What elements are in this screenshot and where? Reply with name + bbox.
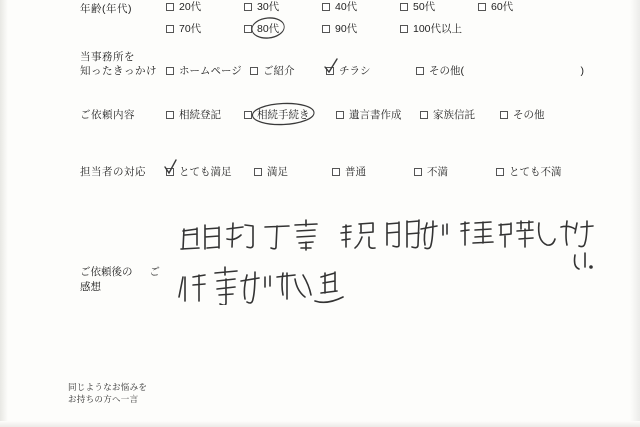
checkbox-icon[interactable] xyxy=(332,168,340,176)
option-label: 70代 xyxy=(179,23,202,35)
option-label: ホームページ xyxy=(179,65,242,77)
option-label-circled xyxy=(257,22,279,36)
option-other-tail: ) xyxy=(580,65,584,77)
option-satisfaction-very-dissatisfied[interactable] xyxy=(496,165,584,179)
option-label: 相続手続き xyxy=(257,109,310,121)
options-source xyxy=(166,50,596,78)
option-label: 50代 xyxy=(413,1,436,13)
option-label: とても不満 xyxy=(509,166,562,178)
checkbox-icon[interactable] xyxy=(250,67,258,75)
row-label-source xyxy=(80,50,166,78)
option-label: 20代 xyxy=(179,1,202,13)
option-request-procedure[interactable] xyxy=(244,108,336,122)
checkbox-icon[interactable] xyxy=(416,67,424,75)
option-label: 100代以上 xyxy=(413,23,463,35)
option-request-will[interactable] xyxy=(336,108,420,122)
option-label: 遺言書作成 xyxy=(349,109,402,121)
option-label: 80代 xyxy=(257,23,280,35)
handwritten-comment xyxy=(175,215,595,305)
checkbox-icon[interactable] xyxy=(166,25,174,33)
form-row-request xyxy=(80,105,620,122)
checkbox-icon[interactable] xyxy=(254,168,262,176)
options-request xyxy=(166,105,570,122)
option-age-40[interactable] xyxy=(322,0,400,14)
option-label: その他 xyxy=(513,109,545,121)
checkbox-icon[interactable] xyxy=(400,3,408,11)
scan-edge-bottom xyxy=(0,421,640,427)
scan-edge-left xyxy=(0,0,8,427)
option-age-20[interactable] xyxy=(166,0,244,14)
row-label-age-line1: 年齢(年代) xyxy=(80,3,132,15)
option-label: 相続登記 xyxy=(179,109,221,121)
option-age-50[interactable] xyxy=(400,0,478,14)
row-label-satisfaction-line1: 担当者の対応 xyxy=(80,166,146,178)
option-request-family-trust[interactable] xyxy=(420,108,500,122)
checkbox-icon[interactable] xyxy=(336,111,344,119)
checkbox-icon[interactable] xyxy=(414,168,422,176)
form-row-satisfaction xyxy=(80,162,620,179)
option-age-60[interactable] xyxy=(478,0,558,14)
footer-note-line2: お持ちの方へ一言 xyxy=(68,394,139,404)
option-label: 40代 xyxy=(335,1,358,13)
row-label-comment-line1: ご依頼後の xyxy=(80,266,133,278)
option-label: 60代 xyxy=(491,1,514,13)
footer-note xyxy=(68,381,147,405)
option-satisfaction-neutral[interactable] xyxy=(332,165,414,179)
checkbox-icon[interactable] xyxy=(244,25,252,33)
option-request-other[interactable] xyxy=(500,108,570,122)
row-label-request xyxy=(80,105,166,122)
checkbox-icon[interactable] xyxy=(166,111,174,119)
option-label: その他( xyxy=(429,65,464,77)
option-age-80[interactable] xyxy=(244,22,322,36)
option-label: 普通 xyxy=(345,166,366,178)
option-label: チラシ xyxy=(339,65,371,77)
row-label-comment-line2: ご感想 xyxy=(80,266,160,293)
checkbox-icon[interactable] xyxy=(244,3,252,11)
option-source-referral[interactable] xyxy=(250,64,326,78)
options-satisfaction xyxy=(166,162,584,179)
scan-edge-right xyxy=(630,0,640,427)
option-label-circled xyxy=(257,108,310,122)
option-satisfaction-very-satisfied[interactable] xyxy=(166,165,254,179)
option-label: 満足 xyxy=(267,166,288,178)
checkbox-icon[interactable] xyxy=(166,67,174,75)
checkbox-icon[interactable] xyxy=(478,3,486,11)
checkbox-icon[interactable] xyxy=(166,3,174,11)
footer-note-line1: 同じようなお悩みを xyxy=(68,382,148,392)
row-label-request-line1: ご依頼内容 xyxy=(80,109,135,121)
option-request-registration[interactable] xyxy=(166,108,244,122)
row-label-age xyxy=(80,0,166,16)
option-label: 不満 xyxy=(427,166,448,178)
option-label: 90代 xyxy=(335,23,358,35)
option-source-flyer[interactable] xyxy=(326,64,416,78)
option-age-30[interactable] xyxy=(244,0,322,14)
row-label-satisfaction xyxy=(80,162,166,179)
checkbox-icon[interactable] xyxy=(420,111,428,119)
checkbox-icon[interactable] xyxy=(500,111,508,119)
options-age xyxy=(166,0,616,36)
checkbox-icon[interactable] xyxy=(322,25,330,33)
option-source-other[interactable] xyxy=(416,64,596,78)
option-satisfaction-satisfied[interactable] xyxy=(254,165,332,179)
option-source-website[interactable] xyxy=(166,64,250,78)
row-label-source-line1: 当事務所を xyxy=(80,51,135,63)
option-age-100plus[interactable] xyxy=(400,22,500,36)
row-label-comment xyxy=(80,265,166,295)
checkbox-icon[interactable] xyxy=(496,168,504,176)
option-label: とても満足 xyxy=(179,166,232,178)
option-age-90[interactable] xyxy=(322,22,400,36)
option-age-70[interactable] xyxy=(166,22,244,36)
checkbox-icon[interactable] xyxy=(244,111,252,119)
form-row-source xyxy=(80,50,620,78)
option-label: 30代 xyxy=(257,1,280,13)
checkbox-icon[interactable] xyxy=(166,168,174,176)
checkbox-icon[interactable] xyxy=(322,3,330,11)
option-label: ご紹介 xyxy=(263,65,295,77)
checkbox-icon[interactable] xyxy=(400,25,408,33)
form-row-age xyxy=(80,0,620,36)
option-satisfaction-dissatisfied[interactable] xyxy=(414,165,496,179)
checkbox-icon[interactable] xyxy=(326,67,334,75)
option-label: 家族信託 xyxy=(433,109,475,121)
row-label-source-line2: 知ったきっかけ xyxy=(80,65,157,77)
